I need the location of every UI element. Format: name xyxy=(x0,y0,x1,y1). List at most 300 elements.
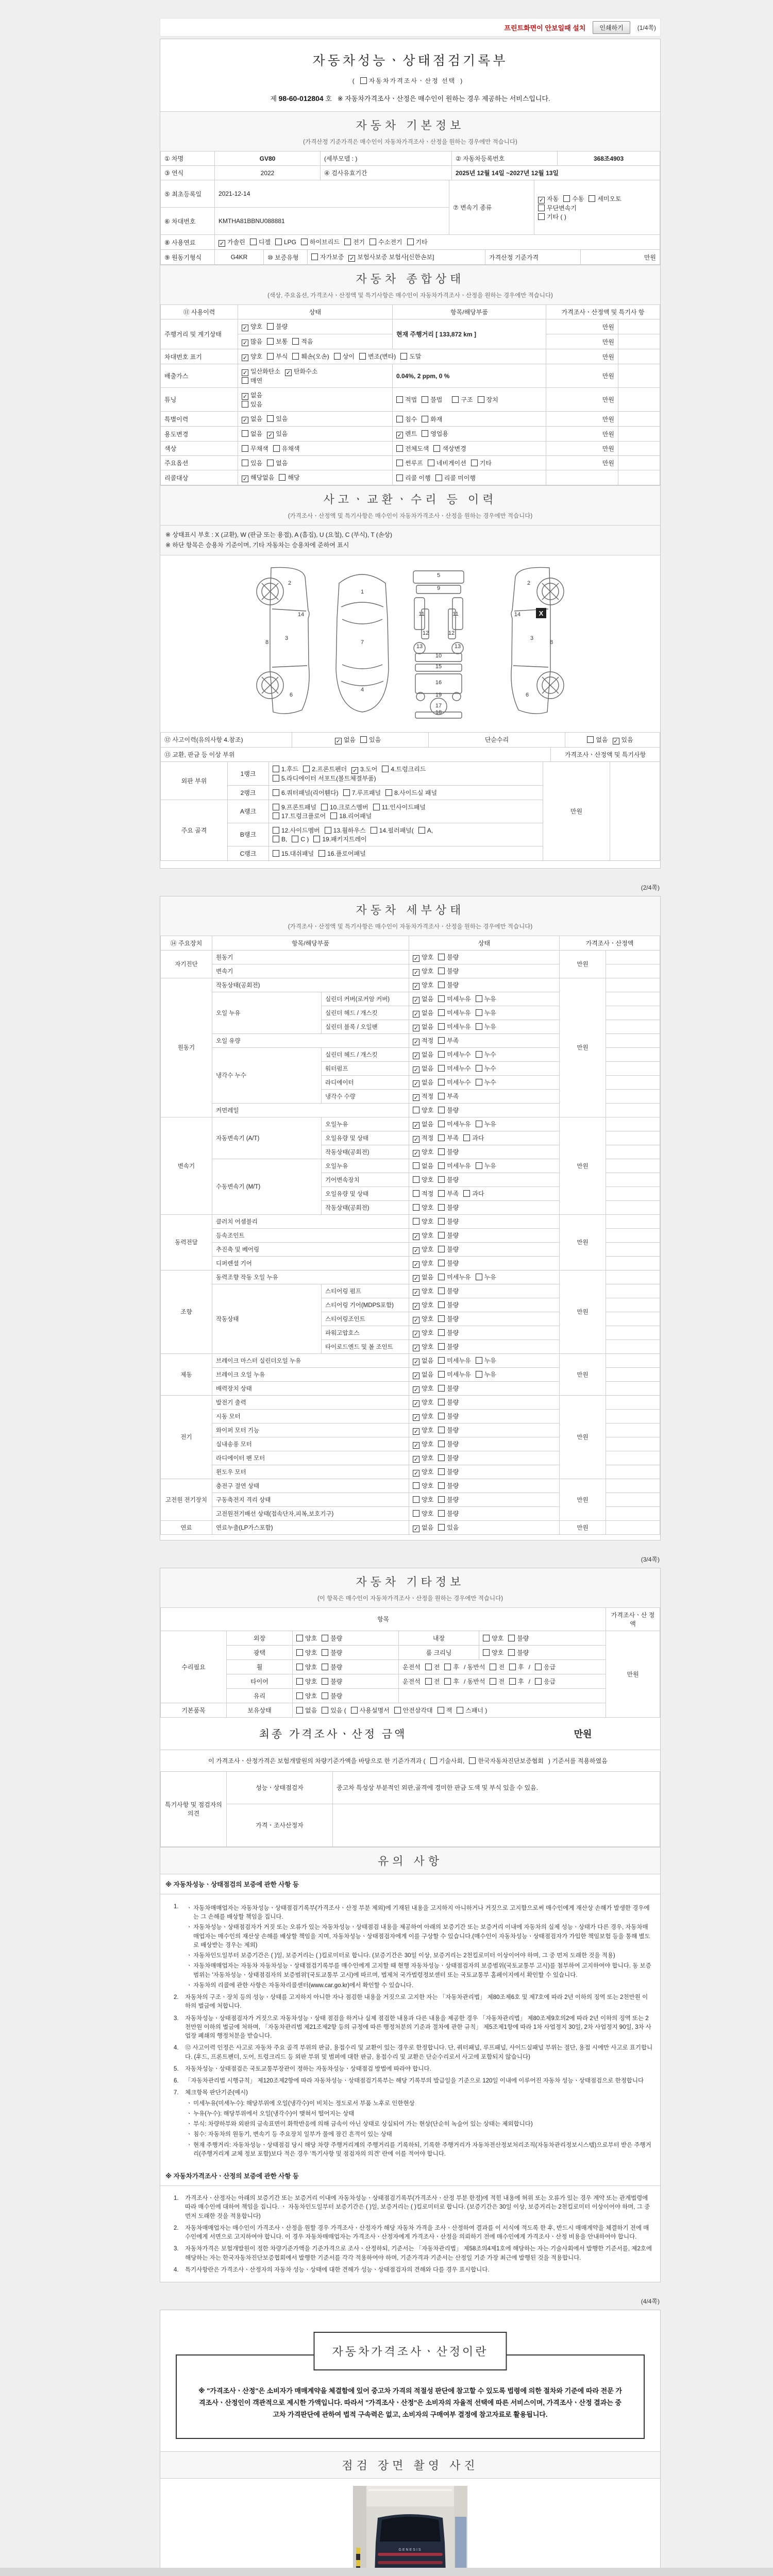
checkbox-unchecked[interactable] xyxy=(273,775,279,782)
checkbox-unchecked[interactable] xyxy=(330,812,337,819)
checkbox-unchecked[interactable] xyxy=(396,460,403,466)
checkbox-unchecked[interactable] xyxy=(438,1371,445,1378)
option-label: 해당없음 xyxy=(250,474,275,481)
checkbox-unchecked[interactable] xyxy=(463,1134,470,1141)
option-label: 누수 xyxy=(484,1078,496,1086)
checkbox-unchecked[interactable] xyxy=(394,1707,401,1714)
checkbox-unchecked[interactable] xyxy=(413,1204,419,1211)
checkbox-checked[interactable]: ✓ xyxy=(413,1039,419,1045)
checkbox-unchecked[interactable] xyxy=(250,239,257,245)
checkbox-unchecked[interactable] xyxy=(438,1524,445,1531)
item-state xyxy=(409,1423,560,1437)
option-label: 누수 xyxy=(484,1050,496,1058)
device-group-label: 원동기 xyxy=(161,978,212,1117)
checkbox-checked[interactable]: ✓ xyxy=(413,1136,419,1143)
option-label: 한국자동차진단보증협회 xyxy=(478,1757,544,1765)
checkbox-unchecked[interactable] xyxy=(325,827,331,834)
checkbox-unchecked[interactable] xyxy=(476,1051,482,1058)
price-note-cell xyxy=(606,1340,660,1353)
option-label: 미세누유 xyxy=(447,1009,471,1016)
checkbox-unchecked[interactable] xyxy=(509,1664,516,1670)
checkbox-checked[interactable]: ✓ xyxy=(413,1053,419,1059)
checkbox-unchecked[interactable] xyxy=(438,1121,445,1127)
checkbox-unchecked[interactable] xyxy=(438,1440,445,1447)
checkbox-unchecked[interactable] xyxy=(438,1496,445,1503)
checkbox-unchecked[interactable] xyxy=(444,1678,451,1685)
checkbox-unchecked[interactable] xyxy=(438,1009,445,1016)
item-state xyxy=(409,1173,560,1187)
checkbox-unchecked[interactable] xyxy=(587,736,594,743)
checkbox-unchecked[interactable] xyxy=(413,1482,419,1489)
checkbox-unchecked[interactable] xyxy=(476,1371,482,1378)
checkbox-checked[interactable]: ✓ xyxy=(413,1526,419,1532)
checkbox-checked[interactable]: ✓ xyxy=(413,1414,419,1421)
checkbox-unchecked[interactable] xyxy=(538,205,545,211)
checkbox-checked[interactable]: ✓ xyxy=(413,955,419,962)
checkbox-unchecked[interactable] xyxy=(296,1649,303,1656)
option-label: 미세누수 xyxy=(447,1050,471,1058)
checkbox-unchecked[interactable] xyxy=(476,1121,482,1127)
checkbox-unchecked[interactable] xyxy=(242,377,248,384)
checkbox-unchecked[interactable] xyxy=(438,1413,445,1419)
checkbox-unchecked[interactable] xyxy=(438,1232,445,1239)
checkbox-checked[interactable]: ✓ xyxy=(613,738,618,744)
sub-item-label: 파워고압호스 xyxy=(322,1326,409,1340)
option-label: 변조(변타) xyxy=(367,353,396,360)
price-note-cell xyxy=(606,1187,660,1200)
checkbox-unchecked[interactable] xyxy=(382,766,389,772)
panel-number: 3 xyxy=(530,635,534,641)
checkbox-unchecked[interactable] xyxy=(267,415,274,422)
checkbox-unchecked[interactable] xyxy=(351,1707,358,1714)
price-cell: 만원 xyxy=(546,364,618,388)
option-label: 미세누수 xyxy=(447,1064,471,1072)
checkbox-unchecked[interactable] xyxy=(490,1678,496,1685)
checkbox-unchecked[interactable] xyxy=(438,1079,445,1086)
checkbox-unchecked[interactable] xyxy=(371,827,377,834)
checkbox-checked[interactable]: ✓ xyxy=(413,1150,419,1157)
checkbox-unchecked[interactable] xyxy=(483,1635,490,1641)
option-label: 양호 xyxy=(422,1343,434,1350)
page-indicator-3: (3/4쪽) xyxy=(641,1555,660,1563)
checkbox-unchecked[interactable] xyxy=(413,1190,419,1197)
checkbox-unchecked[interactable] xyxy=(438,1051,445,1058)
checkbox-unchecked[interactable] xyxy=(322,1635,328,1641)
option-label: / 동반석 xyxy=(463,1677,485,1685)
checkbox-unchecked[interactable] xyxy=(438,1399,445,1405)
checkbox-unchecked[interactable] xyxy=(396,416,403,422)
checkbox-unchecked[interactable] xyxy=(413,1218,419,1225)
price-note-cell xyxy=(606,1409,660,1423)
checkbox-unchecked[interactable] xyxy=(476,1079,482,1086)
checkbox-checked[interactable]: ✓ xyxy=(242,325,248,331)
checkbox-unchecked[interactable] xyxy=(428,460,434,466)
panel-number: 6 xyxy=(525,691,529,698)
checkbox-unchecked[interactable] xyxy=(438,968,445,974)
usage-change-parts xyxy=(393,427,546,442)
option-label: 불량 xyxy=(447,1426,459,1434)
checkbox-checked[interactable]: ✓ xyxy=(539,197,544,204)
option-label: B, xyxy=(281,835,288,843)
checkbox-unchecked[interactable] xyxy=(273,827,279,834)
checkbox-unchecked[interactable] xyxy=(296,1692,303,1699)
checkbox-unchecked[interactable] xyxy=(438,1274,445,1280)
checkbox-unchecked[interactable] xyxy=(322,1707,328,1714)
option-label: / xyxy=(528,1677,530,1685)
option-label: 전 xyxy=(433,1677,440,1685)
option-label: 영업용 xyxy=(430,430,448,437)
checkbox-unchecked[interactable] xyxy=(438,1301,445,1308)
checkbox-unchecked[interactable] xyxy=(360,77,367,84)
checkbox-unchecked[interactable] xyxy=(273,812,279,819)
document-title: 자동차성능ㆍ상태점검기록부 xyxy=(312,54,508,68)
tuning-parts xyxy=(393,388,546,412)
checkbox-unchecked[interactable] xyxy=(396,474,403,481)
checkbox-checked[interactable]: ✓ xyxy=(413,1331,419,1337)
option-label: 17.트렁크플로어 xyxy=(281,812,326,820)
option-label: 없음 xyxy=(250,415,263,422)
checkbox-unchecked[interactable] xyxy=(438,1427,445,1433)
checkbox-unchecked[interactable] xyxy=(438,1260,445,1266)
checkbox-checked[interactable]: ✓ xyxy=(413,969,419,976)
basic-info-row-5 xyxy=(160,234,660,250)
checkbox-unchecked[interactable] xyxy=(438,1218,445,1225)
etc-h-price: 가격조사ㆍ산 정액 xyxy=(606,1607,660,1631)
checkbox-unchecked[interactable] xyxy=(535,1664,542,1670)
checkbox-checked[interactable]: ✓ xyxy=(242,340,248,346)
caution-item-text: ㆍ 자동차매매업자는 자동차성능ㆍ상태점검기록부(가격조사ㆍ산정 부분 제외)에 기재된 내용을 고지하지 아니하거나 거짓으로 고지함으로써 매수인에게 재산상 손해가 발생한 경우에는 그 손해를 배상할 책임을 집니다. ㆍ 자동차성능ㆍ상태점검자가 거짓 또는 오류가 있는 자동차성능ㆍ상태점검 내용을 제공하여 아래의 보증기간 또는 보증거리 이내에 자동차의 실제 성능ㆍ상태가 다른 경우, 자동차매매업자는 매수인의 재산상 손해를 배상할 책임을 지며, 자동차성능ㆍ상태점검자에게 이를 구상할 수 있습니다.(매수인이 자동차성능ㆍ상태점검자가 가입한 책임보험 등을 통해 별도로 배상받는 경우는 제외) ㆍ 자동차인도일부터 보증기간은 ( )일, 보증거리는 ( )킬로미터로 합니다. (보증기간은 30일 이상, 보증거리는 2천킬로미터 이상이어야 하며, 그 중 먼저 도래한 것을 적용) ㆍ 자동차매매업자는 자동차 자동차성능ㆍ상태점검기록부를 매수인에게 고지할 때 현행 자동차성능ㆍ상태점검자의 보증범위(국토교통부 고시)를 첨부하여 고지하여야 합니다. 동 보증범위는 '자동차성능ㆍ상태점검자의 보증범위'(국토교통부 고시)에 따르며, 법제처 국가법령정보센터 또는 국토교통부 홈페이지에서 확인할 수 있습니다. ㆍ 자동차의 리콜에 관한 사항은 자동차리콜센터(www.car.go.kr)에서 확인할 수 있습니다. xyxy=(185,1903,653,1990)
checkbox-checked[interactable]: ✓ xyxy=(413,997,419,1004)
checkbox-unchecked[interactable] xyxy=(438,1510,445,1517)
checkbox-unchecked[interactable] xyxy=(438,1162,445,1169)
caution-item-text: 체크항목 판단기준(예시) ㆍ 미세누유(미세누수): 해당부위에 오일(냉각수)이 비치는 정도로서 부품 노후로 인한현상 ㆍ 누유(누수): 해당부위에서 오일(냉각수)이 맺혀서 떨어지는 상태 ㆍ 부식: 차량하부와 외판의 금속표면이 화학반응에 의해 금속이 아닌 상태로 상실되어 가는 현상(단순히 녹슬어 있는 상태는 제외합니다) ㆍ 침수: 자동차의 원동기, 변속기 등 주요장치 일부가 물에 잠긴 흔적이 있는 상태 ㆍ 현재 주행거리: 자동차성능ㆍ상태점검 당시 해당 차량 주행거리계의 주행거리를 기록하되, 기록한 주행거리가 자동차전산정보처리조직(자동차관리정보시스템)으로부터 받은 주행거리(주행거리계 교체 정보 포함)보다 적은 경우 '특기사항 및 점검자의 의견' 란에 이를 적어야 합니다. xyxy=(185,2089,653,2159)
checkbox-checked[interactable]: ✓ xyxy=(242,355,248,361)
checkbox-unchecked[interactable] xyxy=(413,1496,419,1503)
option-label: 자가보증 xyxy=(320,253,344,261)
checkbox-unchecked[interactable] xyxy=(275,239,282,245)
checkbox-unchecked[interactable] xyxy=(273,789,279,796)
checkbox-checked[interactable]: ✓ xyxy=(413,1289,419,1296)
checkbox-unchecked[interactable] xyxy=(433,445,440,452)
caution-sub-text: 침수: 자동차의 원동기, 변속기 등 주요장치 일부가 물에 잠긴 흔적이 있는 상태 xyxy=(193,2131,392,2138)
checkbox-unchecked[interactable] xyxy=(296,1664,303,1670)
checkbox-unchecked[interactable] xyxy=(438,1023,445,1030)
print-button[interactable]: 인쇄하기 xyxy=(593,21,630,34)
checkbox-checked[interactable]: ✓ xyxy=(413,1025,419,1031)
checkbox-unchecked[interactable] xyxy=(438,995,445,1002)
checkbox-checked[interactable]: ✓ xyxy=(413,1233,419,1240)
checkbox-unchecked[interactable] xyxy=(438,1357,445,1364)
checkbox-unchecked[interactable] xyxy=(292,338,299,345)
checkbox-checked[interactable]: ✓ xyxy=(413,1080,419,1087)
checkbox-checked[interactable]: ✓ xyxy=(219,241,225,247)
checkbox-unchecked[interactable] xyxy=(476,1357,482,1364)
checkbox-unchecked[interactable] xyxy=(438,1134,445,1141)
checkbox-checked[interactable]: ✓ xyxy=(335,738,341,744)
checkbox-unchecked[interactable] xyxy=(563,195,570,202)
checkbox-unchecked[interactable] xyxy=(438,1176,445,1183)
checkbox-unchecked[interactable] xyxy=(435,474,442,481)
checkbox-unchecked[interactable] xyxy=(301,239,308,245)
checkbox-checked[interactable]: ✓ xyxy=(413,1275,419,1282)
checkbox-unchecked[interactable] xyxy=(438,1065,445,1072)
checkbox-unchecked[interactable] xyxy=(273,850,279,857)
checkbox-checked[interactable]: ✓ xyxy=(397,432,402,438)
checkbox-checked[interactable]: ✓ xyxy=(285,370,291,376)
checkbox-checked[interactable]: ✓ xyxy=(413,1261,419,1268)
checkbox-unchecked[interactable] xyxy=(422,396,428,403)
option-label: 불량 xyxy=(330,1649,343,1656)
rankA-items xyxy=(269,800,543,823)
rankC-items xyxy=(269,846,543,860)
checkbox-unchecked[interactable] xyxy=(292,836,298,842)
checkbox-unchecked[interactable] xyxy=(538,213,545,220)
simple-repair-label: 단순수리 xyxy=(429,732,565,747)
checkbox-unchecked[interactable] xyxy=(267,338,274,345)
checkbox-unchecked[interactable] xyxy=(422,416,428,422)
checkbox-unchecked[interactable] xyxy=(344,239,351,245)
checkbox-unchecked[interactable] xyxy=(418,827,425,834)
checkbox-unchecked[interactable] xyxy=(438,1107,445,1113)
checkbox-unchecked[interactable] xyxy=(438,1037,445,1044)
option-label: 없음 xyxy=(343,736,356,743)
checkbox-unchecked[interactable] xyxy=(425,1664,432,1670)
about-box xyxy=(176,2345,645,2439)
checkbox-checked[interactable]: ✓ xyxy=(242,476,248,482)
item-label: 추진축 및 베어링 xyxy=(212,1242,409,1256)
basic-info-title: 자동차 기본정보 xyxy=(356,119,465,132)
checkbox-unchecked[interactable] xyxy=(438,1204,445,1211)
option-label: 불량 xyxy=(447,1301,459,1309)
checkbox-unchecked[interactable] xyxy=(589,195,595,202)
checkbox-unchecked[interactable] xyxy=(273,804,279,810)
checkbox-unchecked[interactable] xyxy=(476,995,482,1002)
checkbox-unchecked[interactable] xyxy=(483,1649,490,1656)
checkbox-unchecked[interactable] xyxy=(476,1065,482,1072)
checkbox-unchecked[interactable] xyxy=(509,1678,516,1685)
item-label: 시동 모터 xyxy=(212,1409,409,1423)
checkbox-checked[interactable]: ✓ xyxy=(242,370,248,376)
checkbox-unchecked[interactable] xyxy=(476,1162,482,1169)
checkbox-checked[interactable]: ✓ xyxy=(413,1400,419,1407)
checkbox-unchecked[interactable] xyxy=(438,954,445,960)
checkbox-unchecked[interactable] xyxy=(318,850,325,857)
checkbox-unchecked[interactable] xyxy=(267,460,274,466)
group-price: 만원 xyxy=(560,1520,606,1534)
checkbox-unchecked[interactable] xyxy=(413,1510,419,1517)
checkbox-unchecked[interactable] xyxy=(407,239,414,245)
tire-state xyxy=(293,1674,399,1688)
checkbox-unchecked[interactable] xyxy=(359,353,366,360)
checkbox-unchecked[interactable] xyxy=(322,1664,328,1670)
item-label: 라디에이터 팬 모터 xyxy=(212,1451,409,1465)
checkbox-unchecked[interactable] xyxy=(422,430,428,437)
checkbox-unchecked[interactable] xyxy=(508,1649,515,1656)
checkbox-unchecked[interactable] xyxy=(311,253,318,260)
rank2-label: 2랭크 xyxy=(228,785,269,800)
checkbox-unchecked[interactable] xyxy=(267,323,274,330)
checkbox-unchecked[interactable] xyxy=(334,353,341,360)
checkbox-unchecked[interactable] xyxy=(313,836,320,842)
checkbox-unchecked[interactable] xyxy=(438,1329,445,1336)
checkbox-unchecked[interactable] xyxy=(438,1468,445,1475)
checkbox-unchecked[interactable] xyxy=(508,1635,515,1641)
checkbox-unchecked[interactable] xyxy=(413,1176,419,1183)
item-state xyxy=(409,1479,560,1493)
checkbox-unchecked[interactable] xyxy=(292,353,299,360)
detail-h-part: 항목/해당부품 xyxy=(212,936,409,950)
item-state xyxy=(409,1312,560,1326)
checkbox-unchecked[interactable] xyxy=(369,239,376,245)
inspector-opinion-label: 성능ㆍ상태점검자 xyxy=(227,1771,333,1804)
checkbox-checked[interactable]: ✓ xyxy=(413,1066,419,1073)
checkbox-unchecked[interactable] xyxy=(385,789,392,796)
checkbox-unchecked[interactable] xyxy=(396,396,403,403)
checkbox-unchecked[interactable] xyxy=(438,1190,445,1197)
checkbox-unchecked[interactable] xyxy=(322,1678,328,1685)
option-label: 기타 ( ) xyxy=(547,213,566,221)
checkbox-unchecked[interactable] xyxy=(476,1023,482,1030)
checkbox-checked[interactable]: ✓ xyxy=(413,1303,419,1310)
checkbox-unchecked[interactable] xyxy=(463,1190,470,1197)
checkbox-unchecked[interactable] xyxy=(438,1246,445,1252)
checkbox-unchecked[interactable] xyxy=(396,445,403,452)
checkbox-unchecked[interactable] xyxy=(438,1343,445,1350)
checkbox-unchecked[interactable] xyxy=(296,1678,303,1685)
checkbox-unchecked[interactable] xyxy=(469,1757,476,1764)
checkbox-unchecked[interactable] xyxy=(273,836,279,842)
checkbox-unchecked[interactable] xyxy=(273,766,279,772)
rankB-label: B랭크 xyxy=(228,823,269,846)
checkbox-unchecked[interactable] xyxy=(438,1385,445,1392)
checkbox-checked[interactable]: ✓ xyxy=(413,1428,419,1435)
option-label: 보험사보증 보험사[신한손보] xyxy=(357,253,434,261)
model-year-value: 2022 xyxy=(215,166,321,180)
checkbox-unchecked[interactable] xyxy=(438,1482,445,1489)
checkbox-checked[interactable]: ✓ xyxy=(413,1359,419,1365)
option-label: 양호 xyxy=(422,1231,434,1239)
checkbox-unchecked[interactable] xyxy=(438,1315,445,1322)
checkbox-unchecked[interactable] xyxy=(438,1454,445,1461)
main-option-state xyxy=(238,456,393,470)
checkbox-checked[interactable]: ✓ xyxy=(242,394,248,400)
checkbox-unchecked[interactable] xyxy=(452,396,459,403)
checkbox-checked[interactable]: ✓ xyxy=(413,1122,419,1129)
tuning-state xyxy=(238,388,393,412)
option-label: 불량 xyxy=(447,967,459,975)
checkbox-unchecked[interactable] xyxy=(490,1664,496,1670)
checkbox-checked[interactable]: ✓ xyxy=(413,1345,419,1351)
checkbox-unchecked[interactable] xyxy=(400,353,407,360)
checkbox-unchecked[interactable] xyxy=(413,1107,419,1113)
device-group-label: 전기 xyxy=(161,1395,212,1479)
item-state xyxy=(409,1451,560,1465)
opinion-table xyxy=(160,1771,660,1847)
checkbox-checked[interactable]: ✓ xyxy=(268,432,273,438)
checkbox-checked[interactable]: ✓ xyxy=(352,767,358,774)
checkbox-unchecked[interactable] xyxy=(360,736,367,743)
checkbox-unchecked[interactable] xyxy=(438,1707,444,1714)
engine-type-label: ⑨ 원동기형식 xyxy=(161,250,215,265)
option-label: 색상변경 xyxy=(442,445,466,452)
checkbox-checked[interactable]: ✓ xyxy=(413,1456,419,1463)
checkbox-unchecked[interactable] xyxy=(457,1707,463,1714)
checkbox-unchecked[interactable] xyxy=(242,401,248,408)
checkbox-checked[interactable]: ✓ xyxy=(413,1317,419,1324)
checkbox-unchecked[interactable] xyxy=(242,445,248,452)
checkbox-checked[interactable]: ✓ xyxy=(413,1011,419,1018)
checkbox-unchecked[interactable] xyxy=(273,445,280,452)
checkbox-unchecked[interactable] xyxy=(279,474,285,481)
checkbox-unchecked[interactable] xyxy=(373,804,380,810)
price-note-cell xyxy=(606,1493,660,1506)
price-note-cell xyxy=(606,978,660,992)
option-label: 양호 xyxy=(422,1301,434,1309)
checkbox-unchecked[interactable] xyxy=(438,981,445,988)
checkbox-unchecked[interactable] xyxy=(425,1678,432,1685)
checkbox-checked[interactable]: ✓ xyxy=(413,1247,419,1254)
checkbox-unchecked[interactable] xyxy=(322,1692,328,1699)
checkbox-unchecked[interactable] xyxy=(444,1664,451,1670)
checkbox-unchecked[interactable] xyxy=(438,1287,445,1294)
price-note-cell xyxy=(606,1312,660,1326)
checkbox-unchecked[interactable] xyxy=(296,1707,303,1714)
caution-item-text: 자동차의 구조ㆍ장치 등의 성능ㆍ상태를 고지하지 아니한 자나 점검한 내용을 거짓으로 고지한 자는 「자동차관리법」 제80조제6호 및 제7호에 따라 2년 이하의 징역 또는 2천만원 이하의 벌금에 처합니다. xyxy=(185,1994,648,2010)
caution-item-number: 1. xyxy=(174,1903,179,1910)
checkbox-unchecked[interactable] xyxy=(322,1649,328,1656)
caution-item-text: 자동차매매업자는 매수인이 가격조사ㆍ산정을 원할 경우 가격조사ㆍ산정자가 해당 자동차 가격을 조사ㆍ산정하여 결과를 이 서식에 적도록 한 후, 반드시 매매계약을 체결하기 전에 매수인에게 서면으로 고지하여야 합니다. 이 경우 자동차매매업자는 가격조사ㆍ산정자에게 가격조사ㆍ산정을 의뢰하기 전에 매수인에게 가격조사ㆍ산정 비용을 안내하여야 합니다. xyxy=(185,2225,649,2241)
checkbox-unchecked[interactable] xyxy=(471,460,478,466)
checkbox-unchecked[interactable] xyxy=(476,1009,482,1016)
price-note-cell xyxy=(606,1145,660,1159)
checkbox-checked[interactable]: ✓ xyxy=(413,1372,419,1379)
checkbox-unchecked[interactable] xyxy=(430,1757,437,1764)
checkbox-unchecked[interactable] xyxy=(296,1635,303,1641)
panel-number: 19 xyxy=(435,691,442,698)
option-label: 불량 xyxy=(447,1343,459,1350)
group-price: 만원 xyxy=(560,1353,606,1395)
checkbox-checked[interactable]: ✓ xyxy=(413,1386,419,1393)
checkbox-unchecked[interactable] xyxy=(438,1093,445,1099)
caution-sub-text: 미세누유(미세누수): 해당부위에 오일(냉각수)이 비치는 정도로서 부품 노후로 인한현상 xyxy=(193,2100,415,2107)
checkbox-unchecked[interactable] xyxy=(242,460,248,466)
checkbox-unchecked[interactable] xyxy=(438,1148,445,1155)
checkbox-unchecked[interactable] xyxy=(476,1274,482,1280)
checkbox-checked[interactable]: ✓ xyxy=(349,256,355,262)
checkbox-unchecked[interactable] xyxy=(535,1678,542,1685)
item-label: 윈도우 모터 xyxy=(212,1465,409,1479)
option-label: 후 xyxy=(453,1677,459,1685)
checkbox-unchecked[interactable] xyxy=(343,789,350,796)
checkbox-checked[interactable]: ✓ xyxy=(242,417,248,423)
checkbox-unchecked[interactable] xyxy=(303,766,310,772)
checkbox-checked[interactable]: ✓ xyxy=(413,983,419,990)
checkbox-checked[interactable]: ✓ xyxy=(413,1470,419,1477)
page-indicator-4: (4/4쪽) xyxy=(641,2298,660,2306)
sub-item-label: 실린더 헤드 / 개스킷 xyxy=(322,1006,409,1020)
checkbox-unchecked[interactable] xyxy=(413,1162,419,1169)
checkbox-checked[interactable]: ✓ xyxy=(413,1442,419,1449)
checkbox-checked[interactable]: ✓ xyxy=(413,1094,419,1101)
checkbox-unchecked[interactable] xyxy=(321,804,328,810)
option-label: 미세누수 xyxy=(447,1078,471,1086)
checkbox-unchecked[interactable] xyxy=(267,353,274,360)
checkbox-unchecked[interactable] xyxy=(242,430,248,437)
device-group-label: 변속기 xyxy=(161,1117,212,1214)
device-group-label: 고전원 전기장치 xyxy=(161,1479,212,1520)
checkbox-unchecked[interactable] xyxy=(478,396,484,403)
color-state xyxy=(238,442,393,456)
